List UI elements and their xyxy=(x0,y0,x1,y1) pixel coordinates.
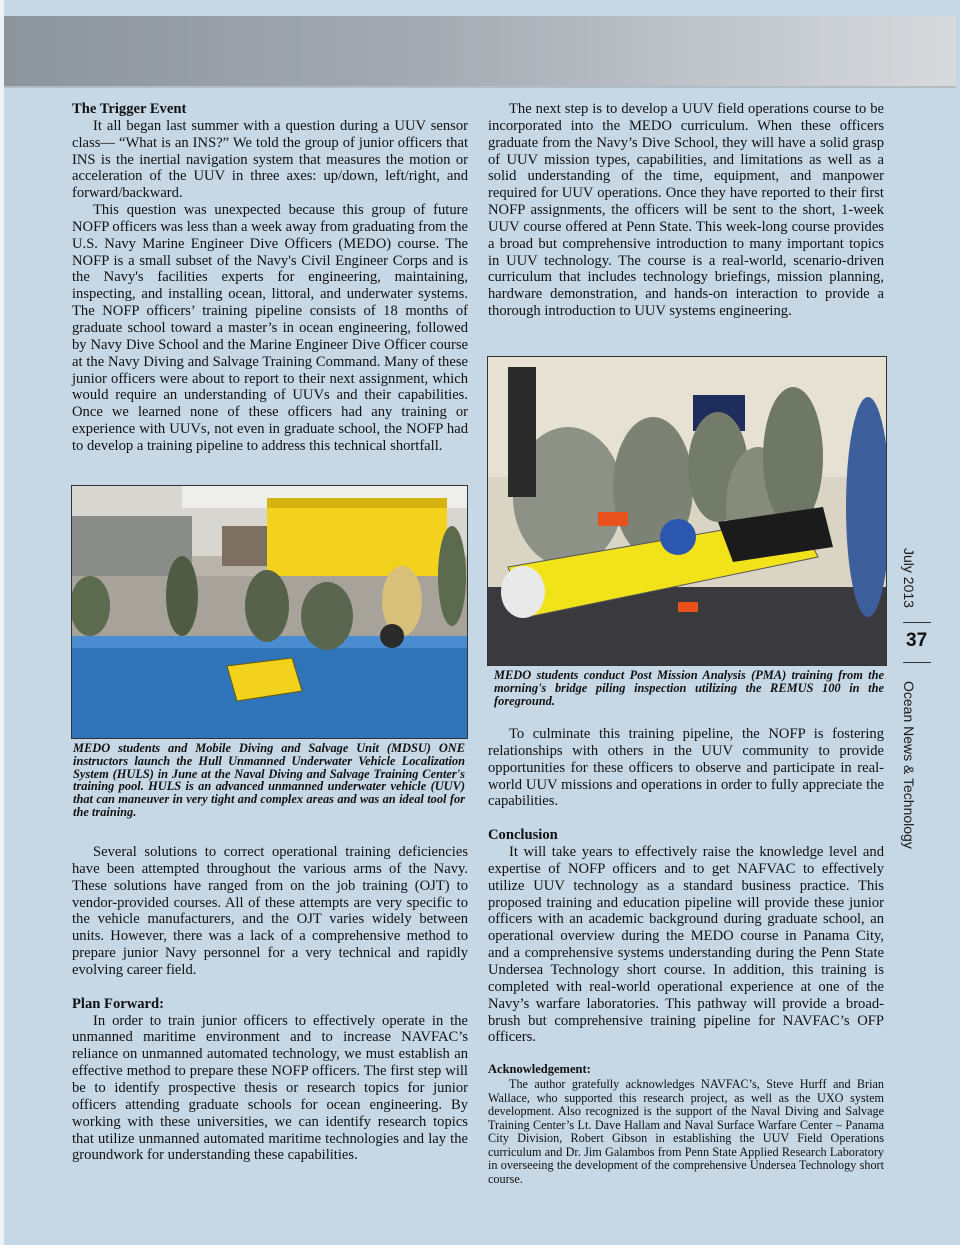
sidebar-divider xyxy=(903,662,931,663)
page-edge xyxy=(0,0,4,1245)
paragraph: It all began last summer with a question during a UUV sensor class— “What is an INS?” We told the group of junior officers that INS is the inertial navigation system that measures the motion or acceleration of the UUV in three axes: up/down, left/right, and forward/backward. xyxy=(72,117,468,202)
header-divider xyxy=(4,86,956,88)
left-column-bottom xyxy=(72,844,468,1164)
paragraph: To culminate this training pipeline, the NOFP is fostering relationships with others in the UUV community to provide opportunities for these officers to observe and participate in real-world UUV missions and operations in order to fully appreciate the capabilities. xyxy=(488,726,884,810)
photo-remus-pma xyxy=(487,356,887,666)
paragraph: Several solutions to correct operational training deficiencies have been attempted throughout the various arms of the Navy. These solutions have ranged from on the job training (OJT) to vendor-provided courses. All of these attempts are very specific to the vehicle manufacturers, and the OJT varies widely between units. However, there was a lack of a comprehensive method to prepare junior Navy personnel for a very technical and rapidly evolving career field. xyxy=(72,844,468,978)
paragraph: This question was unexpected because this group of future NOFP officers was less than a week away from graduating from the U.S. Navy Marine Engineer Dive Officers (MEDO) course. The NOFP is a small subset of the Navy's Civil Engineer Corps and is the Navy's facilities experts for engineering, maintaining, inspecting, and installing ocean, littoral, and underwater systems. The NOFP officers’ training pipeline consists of 18 months of graduate school toward a master’s in ocean engineering, followed by Navy Dive School and the Marine Engineer Dive Officer course at the Navy Diving and Salvage Training Command. Many of these junior officers were about to report to their next assignment, which would require an understanding of UUVs and their capabilities. Once we learned none of these officers had any training or experience with UUVs, not even in graduate school, the NOFP had to develop a training pipeline to address this technical shortfall. xyxy=(72,202,468,454)
acknowledgement-heading: Acknowledgement: xyxy=(488,1062,591,1077)
photo-pool-launch-image xyxy=(72,486,467,738)
photo-remus-pma-image xyxy=(488,357,886,665)
header-band xyxy=(4,16,956,86)
figure-caption-right: MEDO students conduct Post Mission Analysis (PMA) training from the morning's bridge piling inspection utilizing the REMUS 100 in the foreground. xyxy=(494,668,884,708)
left-column-top xyxy=(72,101,468,455)
heading-conclusion: Conclusion xyxy=(488,827,558,844)
issue-date: July 2013 xyxy=(901,548,917,608)
figure-caption-left: MEDO students and Mobile Diving and Salvage Unit (MDSU) ONE instructors launch the Hull Unmanned Underwater Vehicle Localization System (HULS) in June at the Naval Diving and Salvage Training Center's training pool. HULS is an advanced unmanned underwater vehicle (UUV) that can maneuver in very tight and complex areas and was an ideal tool for the training. xyxy=(73,741,465,819)
right-column-bottom xyxy=(488,726,884,1186)
photo-pool-launch xyxy=(71,485,468,739)
right-column-top xyxy=(488,101,884,320)
heading-trigger-event: The Trigger Event xyxy=(72,101,187,117)
paragraph: It will take years to effectively raise the knowledge level and expertise of NOFP officers and to get NAFVAC to effectively utilize UUV technology as a standard business practice. This proposed training and education pipeline will provide these junior officers with an academic background during graduate school, an operational overview during the MEDO course in Panama City, and a comprehensive systems understanding during the Penn State Undersea Technology short course. In addition, this training is completed with real-world operational experience at one of the Navy’s warfare laboratories. This pathway will provide a broad-brush but comprehensive training pipeline for NAVFAC’s OFP officers. xyxy=(488,844,884,1046)
heading-plan-forward: Plan Forward: xyxy=(72,995,165,1012)
paragraph: The next step is to develop a UUV field operations course to be incorporated into the MEDO curriculum. When these officers graduate from the Navy’s Dive School, they will have a solid grasp of UUV mission types, capabilities, and limitations as well as a solid understanding of the time, equipment, and manpower required for UUV operations. Once they have reported to their first NOFP assignments, the officers will be sent to the short, 1-week UUV course offered at Penn State. This week-long course provides a broad but comprehensive introduction to many important topics in UUV technology. The course is a real-world, scenario-driven curriculum that includes technology briefings, mission planning, hardware demonstration, and hands-on interaction to provide a thorough introduction to UUV systems engineering. xyxy=(488,101,884,320)
publication-name: Ocean News & Technology xyxy=(901,681,917,849)
page-number: 37 xyxy=(906,630,928,651)
sidebar-divider xyxy=(903,622,931,623)
paragraph: In order to train junior officers to effectively operate in the unmanned maritime environment and to increase NAVFAC’s reliance on unmanned automated technology, we must establish an effective method to prepare these NOFP officers. The first step will be to identify prospective thesis or research topics for junior officers attending graduate schools for ocean engineering. By working with these universities, we can identify research topics that utilize unmanned automated maritime technologies and lay the groundwork for understanding these capabilities. xyxy=(72,1012,468,1164)
acknowledgement-text: The author gratefully acknowledges NAVFAC’s, Steve Hurff and Brian Wallace, who supported this research project, as well as the UXO system development. Also recognized is the support of the Naval Diving and Salvage Training Center’s Lt. Dave Hallam and Naval Surface Warfare Center – Panama City Division, Robert Gibson in establishing the UUV Field Operations curriculum and Dr. Jim Galambos from Penn State Applied Research Laboratory in overseeing the development of the comprehensive Undersea Technology short course. xyxy=(488,1077,884,1186)
